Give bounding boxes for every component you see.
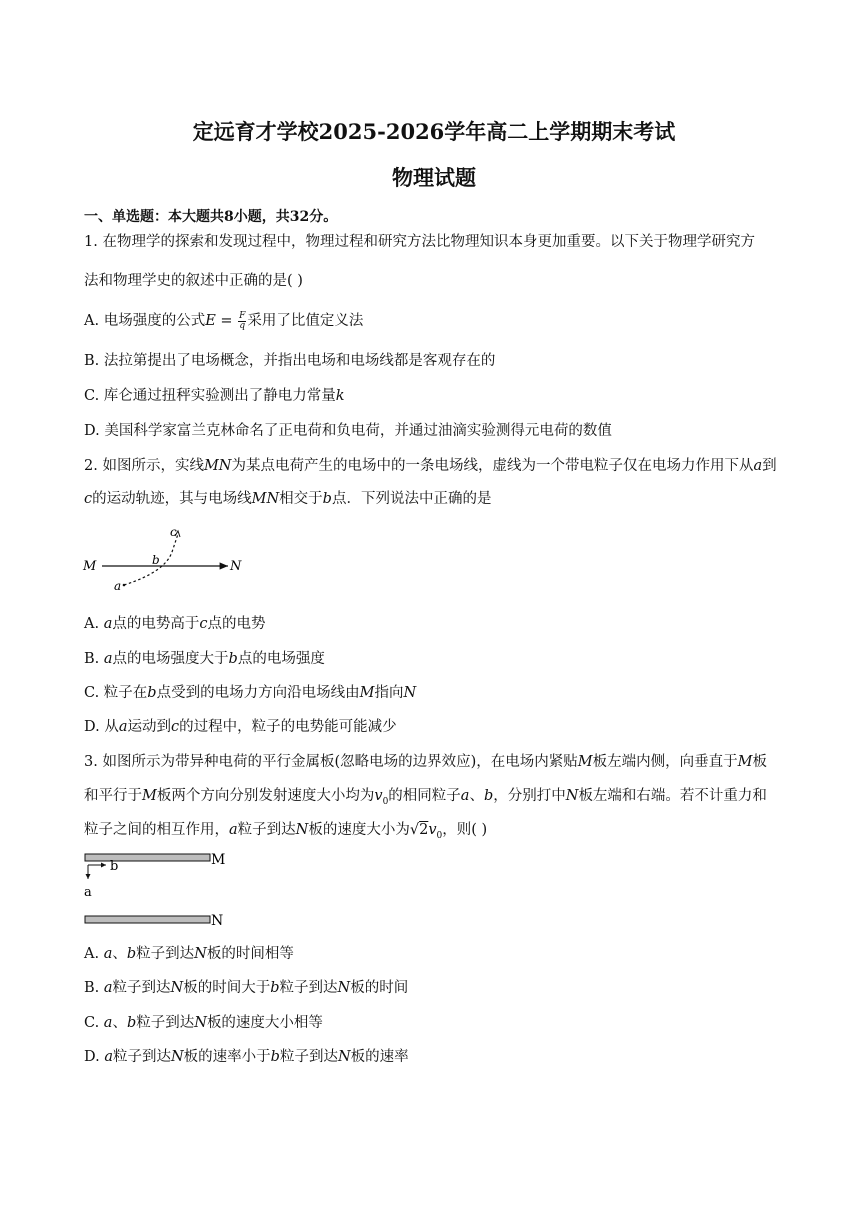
label-b: b <box>152 553 160 567</box>
label-n: N <box>230 559 242 574</box>
q2-option-a: A. a点的电势高于c点的电势 <box>84 616 266 632</box>
q1-stem-line1: 1. 在物理学的探索和发现过程中，物理过程和研究方法比物理知识本身更加重要。以下关于物理学研究方 <box>84 234 755 250</box>
label-m: M <box>83 559 97 574</box>
q2-option-c: C. 粒子在b点受到的电场力方向沿电场线由M指向N <box>84 685 417 701</box>
q1-option-d: D. 美国科学家富兰克林命名了正电荷和负电荷，并通过油滴实验测得元电荷的数值 <box>84 423 612 439</box>
q3-stem-line3: 粒子之间的相互作用，a粒子到达N板的速度大小为$√2v_0$，则( ) <box>84 822 488 841</box>
exam-title: 定远育才学校2025-2026学年高二上学期期末考试 <box>192 119 676 144</box>
plate-n <box>85 916 210 923</box>
q2-stem-line2: c的运动轨迹，其与电场线MN相交于b点．下列说法中正确的是 <box>84 491 492 507</box>
label-c: c <box>170 525 177 539</box>
q3-option-a: A. a、b粒子到达N板的时间相等 <box>84 946 294 962</box>
label-plate-n: N <box>211 913 224 929</box>
label-particle-b: b <box>110 859 119 874</box>
label-plate-m: M <box>211 852 226 868</box>
q3-stem-line1: 3. 如图所示为带异种电荷的平行金属板(忽略电场的边界效应)，在电场内紧贴M板左端内侧，向垂直于M板 <box>84 754 767 770</box>
q2-stem-line1: 2. 如图所示，实线MN为某点电荷产生的电场中的一条电场线，虚线为一个带电粒子仅在电场力作用下从a到 <box>84 458 777 474</box>
plate-m <box>85 854 210 861</box>
q2-option-d: D. 从a运动到c的过程中，粒子的电势能可能减少 <box>84 719 397 735</box>
exam-subtitle: 物理试题 <box>392 165 476 190</box>
q3-option-b: B. a粒子到达N板的时间大于b粒子到达N板的时间 <box>84 980 409 996</box>
label-particle-a: a <box>84 885 92 900</box>
q1-option-c: C. 库仑通过扭秤实验测出了静电力常量k <box>84 388 345 404</box>
particle-trajectory <box>124 534 178 585</box>
section-heading: 一、单选题：本大题共8小题，共32分。 <box>84 209 338 225</box>
q1-stem-line2: 法和物理学史的叙述中正确的是( ) <box>84 273 303 289</box>
q3-stem-line2: 和平行于M板两个方向分别发射速度大小均为$v_0$的相同粒子a、b，分别打中N板左端和右端。若不计重力和 <box>84 788 767 807</box>
q1-option-a: A. 电场强度的公式E = $\frac{F}{q}$ 采用了比值定义法 <box>84 310 364 331</box>
q3-option-d: D. a粒子到达N板的速率小于b粒子到达N板的速率 <box>84 1049 409 1065</box>
q3-parallel-plates-figure <box>80 850 240 930</box>
q3-option-c: C. a、b粒子到达N板的速度大小相等 <box>84 1015 323 1031</box>
q2-option-b: B. a点的电场强度大于b点的电场强度 <box>84 651 325 667</box>
sqrt-icon: √ <box>409 822 420 838</box>
q1-option-b: B. 法拉第提出了电场概念，并指出电场和电场线都是客观存在的 <box>84 353 496 369</box>
q2-field-line-figure <box>80 522 250 598</box>
label-a: a <box>114 579 122 593</box>
fraction-f-over-q: $\frac{F}{q}$ <box>239 310 246 331</box>
